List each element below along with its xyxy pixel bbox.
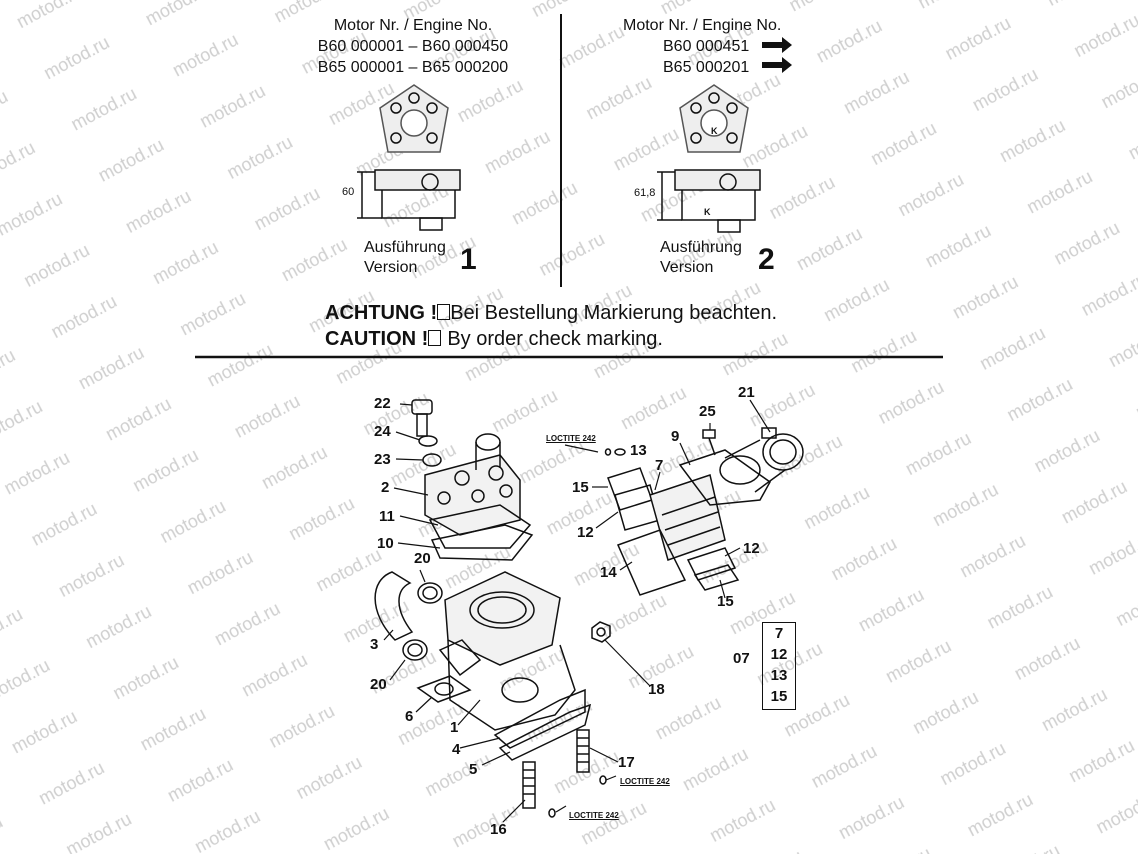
part-label-4: 4 <box>452 741 461 758</box>
cylinder-head-top-view-1 <box>380 85 448 152</box>
hose-3 <box>375 572 412 640</box>
kit-label: 07 <box>733 650 750 667</box>
part-label-2: 2 <box>381 479 390 496</box>
version2-cylinder-mark: K <box>704 207 711 217</box>
screw-25 <box>703 430 715 455</box>
notice-de <box>325 301 777 326</box>
reed-block-7 <box>650 475 725 560</box>
washer-13 <box>615 449 625 455</box>
part-label-15b: 15 <box>717 593 734 610</box>
notice-en <box>325 327 663 352</box>
clamp-21 <box>762 428 803 470</box>
notice-de-text: Bei Bestellung Markierung beachten. <box>450 302 778 324</box>
stud-16 <box>523 762 535 808</box>
nut-18 <box>592 622 610 642</box>
notice-en-text: By order check marking. <box>447 328 663 350</box>
part-label-23: 23 <box>374 451 391 468</box>
version1-engine-label: Motor Nr. / Engine No. <box>333 17 493 34</box>
kit-item: 15 <box>770 688 788 705</box>
part-label-12b: 12 <box>743 540 760 557</box>
flange-gasket-6 <box>418 676 470 702</box>
version2-dimension: 61,8 <box>634 187 656 199</box>
reed-petal-15a <box>608 468 652 510</box>
version1-range-b60: B60 000001 – B60 000450 <box>317 38 509 55</box>
loctite-note-17: LOCTITE 242 <box>620 777 670 786</box>
part-label-7: 7 <box>655 457 664 474</box>
bolt-22 <box>412 400 432 436</box>
part-label-14: 14 <box>600 564 617 581</box>
part-label-16: 16 <box>490 821 507 838</box>
part-label-24: 24 <box>374 423 391 440</box>
part-label-6: 6 <box>405 708 414 725</box>
version1-label-en: Version <box>364 259 418 276</box>
part-label-13: 13 <box>630 442 647 459</box>
version1-header <box>300 15 526 78</box>
version2-head-mark: K <box>711 126 718 136</box>
part-label-3: 3 <box>370 636 379 653</box>
part-label-5: 5 <box>469 761 478 778</box>
kit-contents-box <box>762 622 796 710</box>
version2-label-de: Ausführung <box>660 239 742 256</box>
part-label-22: 22 <box>374 395 391 412</box>
cylinder-1 <box>440 572 575 730</box>
version2-engine-label: Motor Nr. / Engine No. <box>623 17 782 34</box>
version2-range-b65: B65 000201 <box>663 59 750 76</box>
part-label-18: 18 <box>648 681 665 698</box>
notice-de-bold: ACHTUNG ! <box>325 302 438 324</box>
part-label-15a: 15 <box>572 479 589 496</box>
part-label-20a: 20 <box>414 550 431 567</box>
kit-item: 7 <box>774 625 784 642</box>
loctite-note-16: LOCTITE 242 <box>569 811 619 820</box>
loctite-dot-16 <box>549 809 555 817</box>
cylinder-head-top-view-2 <box>680 85 748 152</box>
notice-en-bold: CAUTION ! <box>325 328 429 350</box>
cylinder-head-2 <box>425 434 520 535</box>
version1-range-b65: B65 000001 – B65 000200 <box>317 59 509 76</box>
version1-dimension: 60 <box>342 186 355 198</box>
version2-range-b60: B60 000451 <box>663 38 750 55</box>
part-label-25: 25 <box>699 403 716 420</box>
clamp-20b <box>403 640 427 660</box>
kit-item: 13 <box>770 667 788 684</box>
kit-item: 12 <box>770 646 788 663</box>
stud-17 <box>577 730 589 772</box>
part-label-11: 11 <box>379 508 395 525</box>
part-label-12a: 12 <box>577 524 594 541</box>
arrow-right-icon <box>762 37 792 73</box>
cylinder-side-view-1 <box>357 170 460 230</box>
part-label-21: 21 <box>738 384 755 401</box>
version1-caption <box>364 238 446 278</box>
part-label-10: 10 <box>377 535 394 552</box>
clamp-20a <box>418 583 442 603</box>
part-label-1: 1 <box>450 719 459 736</box>
loctite-note-13: LOCTITE 242 <box>546 434 596 443</box>
version2-label-en: Version <box>660 259 714 276</box>
cylinder-side-view-2 <box>657 170 760 232</box>
version1-label-de: Ausführung <box>364 239 446 256</box>
version2-caption <box>660 238 742 278</box>
loctite-dot-13 <box>606 449 611 455</box>
part-label-9: 9 <box>671 428 680 445</box>
version1-number: 1 <box>460 243 477 276</box>
notice-box-icon <box>428 330 441 346</box>
oring-10 <box>432 525 532 560</box>
washer-23 <box>423 454 441 466</box>
part-label-17: 17 <box>618 754 635 771</box>
washer-24 <box>419 436 437 446</box>
part-label-20b: 20 <box>370 676 387 693</box>
version2-number: 2 <box>758 243 775 276</box>
notice-box-icon <box>437 304 450 320</box>
loctite-dot-17 <box>600 776 606 784</box>
